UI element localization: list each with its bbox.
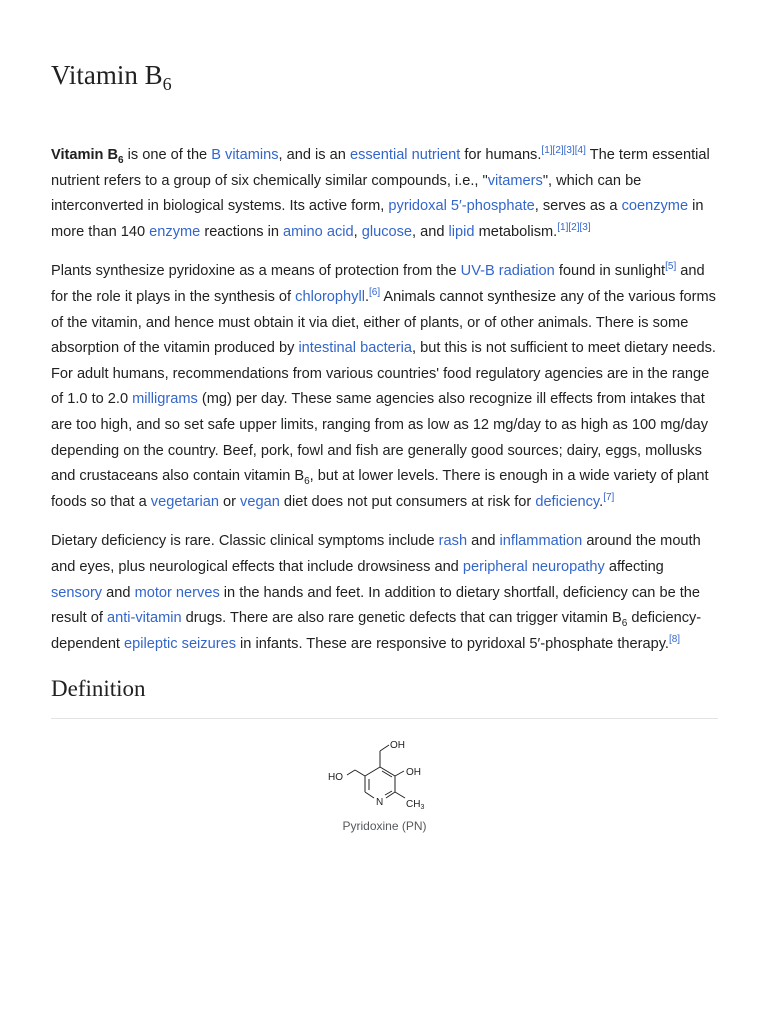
text: Dietary deficiency is rare. Classic clinical symptoms include xyxy=(51,533,439,550)
link-uv-b-radiation[interactable]: UV-B radiation xyxy=(460,263,555,280)
link-pyridoxal-phosphate[interactable]: pyridoxal 5′-phosphate xyxy=(388,198,535,215)
text: , but at lower levels. There is enough in a wide variety of plant foods so that a xyxy=(51,468,709,510)
link-epileptic-seizures[interactable]: epileptic seizures xyxy=(124,635,236,652)
link-vegan[interactable]: vegan xyxy=(240,493,280,510)
link-amino-acid[interactable]: amino acid xyxy=(283,223,354,240)
label-methyl-subscript: 3 xyxy=(419,804,424,812)
text: around the mouth and eyes, plus neurological effects that include drowsiness and xyxy=(51,533,701,575)
link-coenzyme[interactable]: coenzyme xyxy=(621,198,689,215)
subscript: 6 xyxy=(304,476,310,488)
link-inflammation[interactable]: inflammation xyxy=(499,533,583,550)
text: drugs. There are also rare genetic defects that can trigger vitamin B xyxy=(181,610,622,627)
label-ho-left: HO xyxy=(327,772,343,784)
text: , but this is not sufficient to meet dietary needs. For adult humans, recommendations from various countries' food regulatory agencies are in the range of 1.0 to 2.0 xyxy=(51,340,716,408)
paragraph-intro xyxy=(51,143,718,245)
text: and xyxy=(467,533,500,550)
lead-term-text: Vitamin B xyxy=(51,147,119,163)
text: Plants synthesize pyridoxine as a means of protection from the xyxy=(51,263,461,280)
text: and xyxy=(102,584,135,601)
link-b-vitamins[interactable]: B vitamins xyxy=(211,147,279,163)
citation-6[interactable]: [6] xyxy=(369,286,381,298)
paragraph-sources xyxy=(51,259,718,515)
text: or xyxy=(218,493,241,510)
text: in infants. These are responsive to pyridoxal 5′-phosphate therapy. xyxy=(236,635,669,652)
link-enzyme[interactable]: enzyme xyxy=(149,223,201,240)
label-nitrogen: N xyxy=(375,797,383,809)
link-sensory[interactable]: sensory xyxy=(51,584,103,601)
structure-labels xyxy=(328,740,424,811)
link-peripheral-neuropathy[interactable]: peripheral neuropathy xyxy=(462,558,605,575)
text: deficiency-dependent xyxy=(51,610,702,652)
pyridoxine-structure-diagram[interactable] xyxy=(320,729,450,819)
citation-5[interactable]: [5] xyxy=(665,261,677,273)
link-vegetarian[interactable]: vegetarian xyxy=(150,493,219,510)
link-rash[interactable]: rash xyxy=(438,533,468,550)
text: , serves as a xyxy=(534,198,622,215)
text: The term essential nutrient refers to a group of six chemically similar compounds, i.e., " xyxy=(51,147,710,189)
article-body xyxy=(51,143,718,833)
link-deficiency[interactable]: deficiency xyxy=(535,493,600,510)
page-title-subscript: 6 xyxy=(162,74,172,94)
link-glucose[interactable]: glucose xyxy=(361,223,413,240)
text: ", which can be interconverted in biological systems. Its active form, xyxy=(51,172,642,215)
structure-figure xyxy=(51,729,718,833)
label-methyl xyxy=(406,799,424,811)
subscript: 6 xyxy=(621,618,628,630)
text: and for the role it plays in the synthesis of xyxy=(51,263,705,305)
section-heading-definition: Definition xyxy=(51,674,718,719)
link-chlorophyll[interactable]: chlorophyll xyxy=(295,288,365,305)
citation-1-3[interactable]: [1][2][3] xyxy=(557,221,591,233)
text: for humans. xyxy=(460,147,542,163)
text: diet does not put consumers at risk for xyxy=(279,493,536,510)
label-oh-top: OH xyxy=(389,740,405,752)
text: in the hands and feet. In addition to dietary shortfall, deficiency can be the result of xyxy=(51,584,701,627)
text: Animals cannot synthesize any of the various forms of the vitamin, and hence must obtain it via diet, either of plants, or of other animals. There is some absorption of the vitamin produced by xyxy=(51,288,716,357)
label-oh-right: OH xyxy=(405,767,421,779)
figure-caption: Pyridoxine (PN) xyxy=(342,819,427,834)
page-title xyxy=(51,0,718,92)
link-motor-nerves[interactable]: motor nerves xyxy=(134,584,220,601)
link-intestinal-bacteria[interactable]: intestinal bacteria xyxy=(298,340,413,357)
text: (mg) per day. These same agencies also recognize ill effects from intakes that are too high, and so set safe upper limits, ranging from as low as 12 mg/day to as high as 100 mg/day depending on the country. Beef, pork, fowl and fish are generally good sources; dairy, eggs, mollusks and crustaceans also contain vitamin B xyxy=(51,391,709,485)
text: . xyxy=(599,493,604,510)
text: , and xyxy=(412,223,449,240)
text: , and is an xyxy=(278,147,350,163)
text: in more than 140 xyxy=(51,198,704,240)
text: affecting xyxy=(604,558,664,575)
structure-bonds xyxy=(347,745,405,798)
lead-term-subscript: 6 xyxy=(118,155,124,166)
text: reactions in xyxy=(200,223,284,240)
page-title-text: Vitamin B xyxy=(51,60,163,90)
citation-7[interactable]: [7] xyxy=(603,491,615,503)
text: metabolism. xyxy=(474,223,558,240)
link-milligrams[interactable]: milligrams xyxy=(132,391,198,408)
link-essential-nutrient[interactable]: essential nutrient xyxy=(349,147,461,163)
label-methyl-ch: CH xyxy=(405,799,420,811)
citation-8[interactable]: [8] xyxy=(668,633,681,645)
lead-term xyxy=(51,147,124,166)
link-lipid[interactable]: lipid xyxy=(448,223,475,240)
link-vitamers[interactable]: vitamers xyxy=(487,172,543,189)
link-anti-vitamin[interactable]: anti-vitamin xyxy=(106,610,182,627)
text: is one of the xyxy=(123,147,212,163)
text: . xyxy=(364,288,369,305)
citation-1-4[interactable]: [1][2][3][4] xyxy=(541,145,586,156)
paragraph-deficiency xyxy=(51,529,718,657)
text: found in sunlight xyxy=(554,263,666,280)
text: , xyxy=(353,223,362,240)
